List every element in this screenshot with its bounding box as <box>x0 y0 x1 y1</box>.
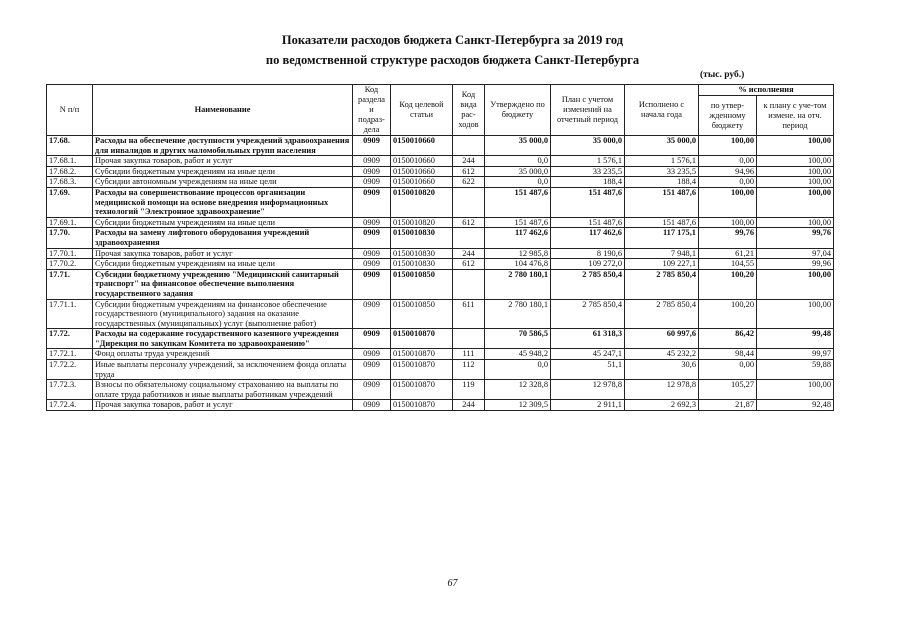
cell-num: 17.68.3. <box>47 177 93 188</box>
cell-plan: 2 785 850,4 <box>551 299 625 329</box>
cell-num: 17.71. <box>47 269 93 299</box>
cell-pct-approved: 104,55 <box>699 259 757 270</box>
cell-article: 0150010820 <box>391 187 453 217</box>
table-row <box>47 166 834 177</box>
cell-article: 0150010660 <box>391 136 453 156</box>
cell-executed: 2 692,3 <box>625 400 699 411</box>
cell-pct-approved: 94,96 <box>699 166 757 177</box>
table-row <box>47 299 834 329</box>
cell-approved: 104 476,8 <box>485 259 551 270</box>
cell-executed: 2 785 850,4 <box>625 299 699 329</box>
cell-name: Прочая закупка товаров, работ и услуг <box>93 400 353 411</box>
cell-section: 0909 <box>353 217 391 228</box>
header-name: Наименование <box>93 85 353 136</box>
cell-executed: 7 948,1 <box>625 248 699 259</box>
cell-pct-approved: 98,44 <box>699 349 757 360</box>
cell-approved: 151 487,6 <box>485 187 551 217</box>
header-num: N п/п <box>47 85 93 136</box>
cell-section: 0909 <box>353 269 391 299</box>
cell-name: Субсидии бюджетным учреждениям на иные цели <box>93 166 353 177</box>
cell-type <box>453 269 485 299</box>
cell-type: 244 <box>453 248 485 259</box>
header-section-code: Код раздела и подраз-дела <box>353 85 391 136</box>
cell-plan: 1 576,1 <box>551 156 625 167</box>
table-row <box>47 136 834 156</box>
cell-name: Субсидии бюджетным учреждениям на иные цели <box>93 217 353 228</box>
header-pct-plan: к плану с уче-том измене. на отч. период <box>757 96 834 136</box>
table-row <box>47 400 834 411</box>
cell-section: 0909 <box>353 349 391 360</box>
cell-section: 0909 <box>353 360 391 380</box>
cell-approved: 117 462,6 <box>485 228 551 248</box>
cell-type <box>453 136 485 156</box>
cell-num: 17.68.1. <box>47 156 93 167</box>
cell-article: 0150010870 <box>391 329 453 349</box>
cell-approved: 0,0 <box>485 177 551 188</box>
header-executed: Исполнено с начала года <box>625 85 699 136</box>
cell-pct-plan: 99,48 <box>757 329 834 349</box>
cell-approved: 2 780 180,1 <box>485 269 551 299</box>
cell-pct-approved: 100,20 <box>699 299 757 329</box>
cell-num: 17.68. <box>47 136 93 156</box>
document-title-line1: Показатели расходов бюджета Санкт-Петербурга за 2019 год <box>281 33 624 47</box>
table-row <box>47 177 834 188</box>
cell-executed: 188,4 <box>625 177 699 188</box>
cell-article: 0150010870 <box>391 400 453 411</box>
cell-plan: 2 911,1 <box>551 400 625 411</box>
cell-executed: 30,6 <box>625 360 699 380</box>
cell-num: 17.72.4. <box>47 400 93 411</box>
cell-article: 0150010870 <box>391 360 453 380</box>
cell-executed: 117 175,1 <box>625 228 699 248</box>
cell-pct-plan: 100,00 <box>757 217 834 228</box>
cell-type: 612 <box>453 166 485 177</box>
table-row <box>47 380 834 400</box>
cell-num: 17.68.2. <box>47 166 93 177</box>
cell-name: Фонд оплаты труда учреждений <box>93 349 353 360</box>
cell-article: 0150010830 <box>391 228 453 248</box>
cell-plan: 151 487,6 <box>551 217 625 228</box>
header-type-code: Код вида рас-ходов <box>453 85 485 136</box>
cell-pct-approved: 99,76 <box>699 228 757 248</box>
cell-type <box>453 187 485 217</box>
cell-num: 17.71.1. <box>47 299 93 329</box>
cell-article: 0150010820 <box>391 217 453 228</box>
cell-pct-approved: 100,00 <box>699 217 757 228</box>
cell-plan: 12 978,8 <box>551 380 625 400</box>
cell-type: 119 <box>453 380 485 400</box>
cell-pct-plan: 59,88 <box>757 360 834 380</box>
table-row <box>47 329 834 349</box>
cell-pct-plan: 99,76 <box>757 228 834 248</box>
cell-approved: 2 780 180,1 <box>485 299 551 329</box>
cell-executed: 151 487,6 <box>625 217 699 228</box>
cell-article: 0150010830 <box>391 248 453 259</box>
cell-approved: 12 328,8 <box>485 380 551 400</box>
cell-approved: 12 309,5 <box>485 400 551 411</box>
header-article-code: Код целевой статьи <box>391 85 453 136</box>
table-row <box>47 228 834 248</box>
cell-num: 17.69. <box>47 187 93 217</box>
cell-num: 17.70.1. <box>47 248 93 259</box>
cell-executed: 33 235,5 <box>625 166 699 177</box>
cell-pct-approved: 0,00 <box>699 177 757 188</box>
cell-pct-approved: 100,00 <box>699 187 757 217</box>
cell-pct-approved: 0,00 <box>699 360 757 380</box>
cell-section: 0909 <box>353 136 391 156</box>
cell-pct-approved: 61,21 <box>699 248 757 259</box>
table-body <box>47 136 834 411</box>
cell-pct-plan: 100,00 <box>757 177 834 188</box>
cell-plan: 109 272,0 <box>551 259 625 270</box>
cell-section: 0909 <box>353 187 391 217</box>
table-row <box>47 187 834 217</box>
cell-type: 111 <box>453 349 485 360</box>
cell-pct-approved: 100,00 <box>699 136 757 156</box>
cell-name: Расходы на обеспечение доступности учреждений здравоохранения для инвалидов и других маломобильных групп населения <box>93 136 353 156</box>
cell-executed: 35 000,0 <box>625 136 699 156</box>
cell-section: 0909 <box>353 259 391 270</box>
cell-pct-approved: 105,27 <box>699 380 757 400</box>
cell-article: 0150010830 <box>391 259 453 270</box>
cell-executed: 2 785 850,4 <box>625 269 699 299</box>
cell-type: 612 <box>453 259 485 270</box>
cell-article: 0150010850 <box>391 299 453 329</box>
cell-num: 17.72.2. <box>47 360 93 380</box>
cell-executed: 109 227,1 <box>625 259 699 270</box>
expenses-table <box>46 84 834 411</box>
cell-pct-plan: 100,00 <box>757 136 834 156</box>
cell-section: 0909 <box>353 166 391 177</box>
cell-section: 0909 <box>353 329 391 349</box>
header-pct-approved: по утвер-жденному бюджету <box>699 96 757 136</box>
cell-approved: 0,0 <box>485 156 551 167</box>
cell-type: 112 <box>453 360 485 380</box>
cell-type: 244 <box>453 400 485 411</box>
cell-approved: 0,0 <box>485 360 551 380</box>
cell-section: 0909 <box>353 248 391 259</box>
cell-name: Субсидии бюджетному учреждению "Медицинский санитарный транспорт" на финансовое обеспечение выполнения государственного задания <box>93 269 353 299</box>
cell-approved: 35 000,0 <box>485 136 551 156</box>
cell-name: Субсидии бюджетным учреждениям на финансовое обеспечение государственного (муниципального) задания на оказание государственных (муниципальных) услуг (выполнение работ) <box>93 299 353 329</box>
cell-pct-plan: 99,96 <box>757 259 834 270</box>
cell-approved: 151 487,6 <box>485 217 551 228</box>
cell-section: 0909 <box>353 228 391 248</box>
cell-plan: 151 487,6 <box>551 187 625 217</box>
table-row <box>47 156 834 167</box>
cell-type: 611 <box>453 299 485 329</box>
cell-name: Иные выплаты персоналу учреждений, за исключением фонда оплаты труда <box>93 360 353 380</box>
cell-plan: 8 190,6 <box>551 248 625 259</box>
table-row <box>47 217 834 228</box>
table-row <box>47 259 834 270</box>
cell-pct-plan: 100,00 <box>757 380 834 400</box>
cell-plan: 51,1 <box>551 360 625 380</box>
cell-plan: 117 462,6 <box>551 228 625 248</box>
cell-plan: 188,4 <box>551 177 625 188</box>
cell-pct-plan: 100,00 <box>757 187 834 217</box>
cell-plan: 35 000,0 <box>551 136 625 156</box>
table-row <box>47 349 834 360</box>
cell-num: 17.70. <box>47 228 93 248</box>
cell-pct-plan: 92,48 <box>757 400 834 411</box>
cell-type <box>453 228 485 248</box>
cell-type: 612 <box>453 217 485 228</box>
cell-executed: 45 232,2 <box>625 349 699 360</box>
cell-pct-plan: 99,97 <box>757 349 834 360</box>
cell-pct-plan: 97,04 <box>757 248 834 259</box>
cell-num: 17.70.2. <box>47 259 93 270</box>
cell-approved: 45 948,2 <box>485 349 551 360</box>
cell-name: Прочая закупка товаров, работ и услуг <box>93 248 353 259</box>
cell-pct-plan: 100,00 <box>757 269 834 299</box>
cell-approved: 70 586,5 <box>485 329 551 349</box>
cell-type: 622 <box>453 177 485 188</box>
cell-num: 17.69.1. <box>47 217 93 228</box>
table-row <box>47 360 834 380</box>
header-plan: План с учетом изменений на отчетный период <box>551 85 625 136</box>
cell-pct-plan: 100,00 <box>757 166 834 177</box>
cell-name: Субсидии бюджетным учреждениям на иные цели <box>93 259 353 270</box>
cell-pct-approved: 86,42 <box>699 329 757 349</box>
cell-executed: 12 978,8 <box>625 380 699 400</box>
cell-executed: 60 997,6 <box>625 329 699 349</box>
table-row <box>47 248 834 259</box>
cell-section: 0909 <box>353 156 391 167</box>
cell-section: 0909 <box>353 380 391 400</box>
cell-article: 0150010660 <box>391 177 453 188</box>
cell-plan: 2 785 850,4 <box>551 269 625 299</box>
header-pct-group: % исполнения <box>699 85 834 96</box>
cell-num: 17.72. <box>47 329 93 349</box>
header-approved: Утверждено по бюджету <box>485 85 551 136</box>
cell-type <box>453 329 485 349</box>
cell-article: 0150010850 <box>391 269 453 299</box>
cell-article: 0150010660 <box>391 166 453 177</box>
units-label: (тыс. руб.) <box>700 70 745 80</box>
cell-approved: 35 000,0 <box>485 166 551 177</box>
cell-section: 0909 <box>353 400 391 411</box>
cell-name: Расходы на замену лифтового оборудования учреждений здравоохранения <box>93 228 353 248</box>
cell-plan: 61 318,3 <box>551 329 625 349</box>
cell-executed: 151 487,6 <box>625 187 699 217</box>
cell-plan: 33 235,5 <box>551 166 625 177</box>
cell-name: Взносы по обязательному социальному страхованию на выплаты по оплате труда работников и иные выплаты работникам учреждений <box>93 380 353 400</box>
cell-article: 0150010660 <box>391 156 453 167</box>
cell-article: 0150010870 <box>391 380 453 400</box>
cell-num: 17.72.1. <box>47 349 93 360</box>
cell-plan: 45 247,1 <box>551 349 625 360</box>
page-number: 67 <box>447 578 458 589</box>
cell-article: 0150010870 <box>391 349 453 360</box>
cell-type: 244 <box>453 156 485 167</box>
cell-executed: 1 576,1 <box>625 156 699 167</box>
document-title-line2: по ведомственной структуре расходов бюджета Санкт-Петербурга <box>265 53 640 67</box>
cell-approved: 12 985,8 <box>485 248 551 259</box>
cell-pct-plan: 100,00 <box>757 299 834 329</box>
cell-pct-plan: 100,00 <box>757 156 834 167</box>
cell-name: Расходы на содержание государственного казенного учреждения "Дирекция по закупкам Комитета по здравоохранению" <box>93 329 353 349</box>
cell-section: 0909 <box>353 177 391 188</box>
cell-pct-approved: 21,87 <box>699 400 757 411</box>
cell-name: Субсидии автономным учреждениям на иные цели <box>93 177 353 188</box>
cell-section: 0909 <box>353 299 391 329</box>
table-row <box>47 269 834 299</box>
cell-name: Прочая закупка товаров, работ и услуг <box>93 156 353 167</box>
cell-name: Расходы на совершенствование процессов организации медицинской помощи на основе внедрения информационных технологий "Электронное здравоохранение" <box>93 187 353 217</box>
cell-num: 17.72.3. <box>47 380 93 400</box>
cell-pct-approved: 0,00 <box>699 156 757 167</box>
cell-pct-approved: 100,20 <box>699 269 757 299</box>
